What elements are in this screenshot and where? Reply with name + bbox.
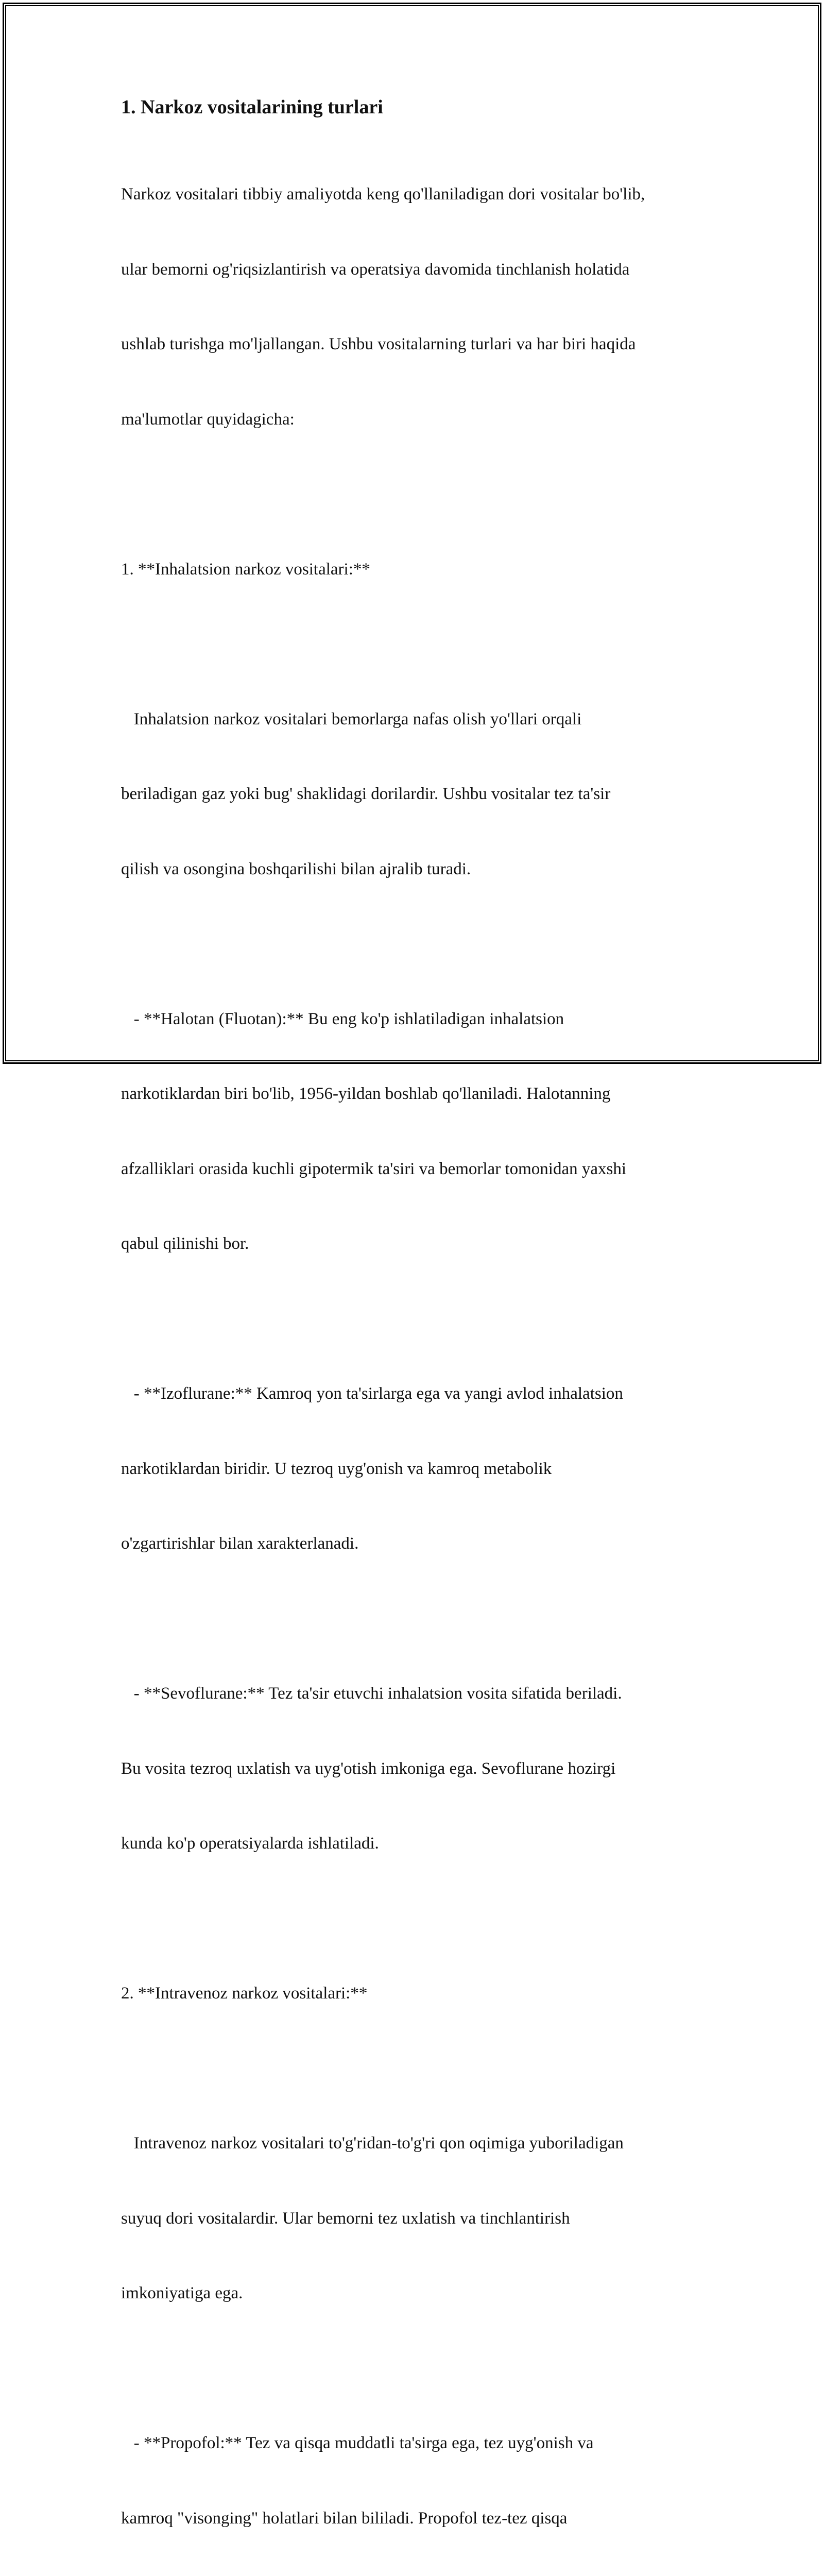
text-line: suyuq dori vositalardir. Ular bemorni tez uxlatish va tinchlantirish [121,2209,570,2228]
text-line: kamroq "visonging" holatlari bilan bililadi. Propofol tez-tez qisqa [121,2509,568,2528]
section-heading: 2. **Intravenoz narkoz vositalari:** [121,1984,368,2003]
blank-line [121,1906,708,1931]
text-line: Narkoz vositalari tibbiy amaliyotda keng qo'llaniladigan dori vositalar bo'lib, [121,185,645,204]
blank-line [121,632,708,657]
text-line: Bu vosita tezroq uxlatish va uyg'otish imkoniga ega. Sevoflurane hozirgi [121,1759,616,1778]
text-line: qilish va osongina boshqarilishi bilan ajralib turadi. [121,859,471,878]
text-line: ma'lumotlar quyidagicha: [121,410,295,429]
document-body [121,132,708,2576]
list-item-line: - **Sevoflurane:** Tez ta'sir etuvchi inhalatsion vosita sifatida beriladi. [121,1684,622,1703]
blank-line [121,1606,708,1632]
text-line: ushlab turishga mo'ljallangan. Ushbu vositalarning turlari va har biri haqida [121,335,636,353]
text-line: kunda ko'p operatsiyalarda ishlatiladi. [121,1834,379,1853]
blank-line [121,482,708,507]
blank-line [121,1307,708,1332]
list-item-line: - **Propofol:** Tez va qisqa muddatli ta'sirga ega, tez uyg'onish va [121,2434,594,2452]
text-line: Inhalatsion narkoz vositalari bemorlarga nafas olish yo'llari orqali [121,709,582,728]
list-item-line: - **Izoflurane:** Kamroq yon ta'sirlarga ega va yangi avlod inhalatsion [121,1384,623,1403]
text-line: imkoniyatiga ega. [121,2284,243,2302]
text-line: qabul qilinishi bor. [121,1234,249,1253]
document-title: 1. Narkoz vositalarining turlari [121,96,383,118]
text-line: afzalliklari orasida kuchli gipotermik ta'siri va bemorlar tomonidan yaxshi [121,1159,626,1178]
text-line: beriladigan gaz yoki bug' shaklidagi dorilardir. Ushbu vositalar tez ta'sir [121,785,611,803]
title-spacer [121,120,708,132]
text-line: Intravenoz narkoz vositalari to'g'ridan-to'g'ri qon oqimiga yuboriladigan [121,2134,624,2153]
blank-line [121,2356,708,2381]
blank-line [121,2056,708,2081]
text-line: narkotiklardan biridir. U tezroq uyg'onish va kamroq metabolik [121,1459,552,1478]
text-line: narkotiklardan biri bo'lib, 1956-yildan boshlab qo'llaniladi. Halotanning [121,1084,611,1103]
document-content [121,95,708,2576]
text-line: o'zgartirishlar bilan xarakterlanadi. [121,1534,359,1553]
blank-line [121,931,708,957]
list-item-line: - **Halotan (Fluotan):** Bu eng ko'p ishlatiladigan inhalatsion [121,1009,564,1028]
section-heading: 1. **Inhalatsion narkoz vositalari:** [121,560,370,579]
text-line: ular bemorni og'riqsizlantirish va operatsiya davomida tinchlanish holatida [121,260,630,279]
